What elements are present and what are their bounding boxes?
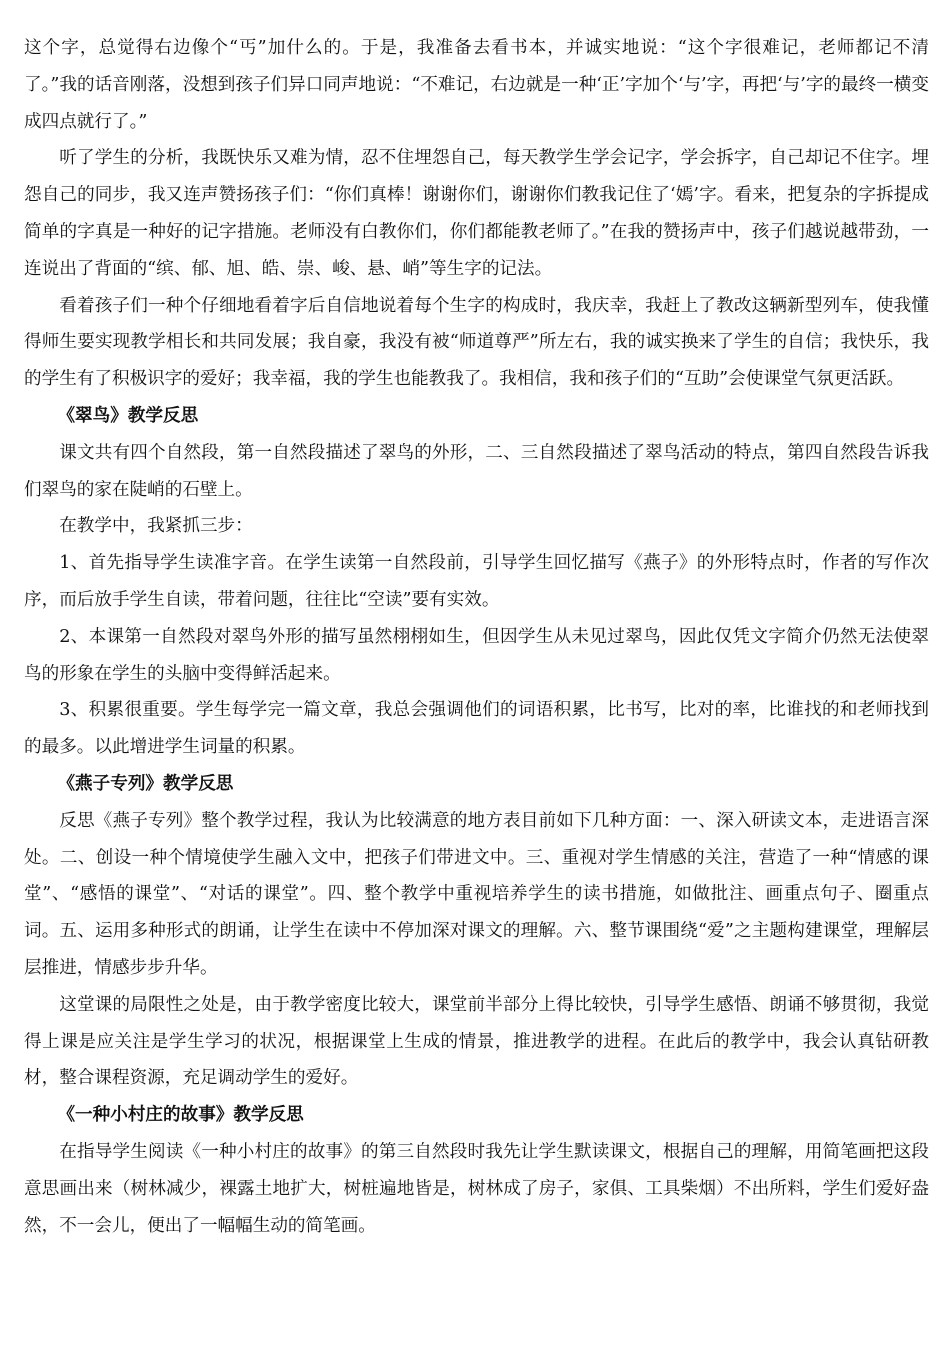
paragraph: 这堂课的局限性之处是，由于教学密度比较大，课堂前半部分上得比较快，引导学生感悟、朗诵不够贯彻，我觉得上课是应关注是学生学习的状况，根据课堂上生成的情景，推进教学的进程。在此后的教学中，我会认真钻研教材，整合课程资源，充足调动学生的爱好。 bbox=[24, 994, 929, 1089]
paragraph: 在指导学生阅读《一种小村庄的故事》的第三自然段时我先让学生默读课文，根据自己的理解，用简笔画把这段意思画出来（树林减少，裸露土地扩大，树桩遍地皆是，树林成了房子，家俱、工具柴烟）不出所料，学生们爱好盎然，不一会儿，便出了一幅幅生动的简笔画。 bbox=[24, 1141, 929, 1236]
section-heading-xiaocunzhuang: 《一种小村庄的故事》教学反思 bbox=[57, 1104, 304, 1126]
list-paragraph-3: 3、积累很重要。学生每学完一篇文章，我总会强调他们的词语积累，比书写，比对的率，比谁找的和老师找到的最多。以此增进学生词量的积累。 bbox=[24, 700, 929, 758]
paragraph: 在教学中，我紧抓三步： bbox=[59, 516, 253, 537]
paragraph-continuation: 这个字，总觉得右边像个“丐”加什么的。于是，我准备去看书本，并诚实地说：“这个字很难记，老师都记不清了。”我的话音刚落，没想到孩子们异口同声地说：“不难记，右边就是一种‘正’字加个‘与’字，再把‘与’字的最终一横变成四点就行了。” bbox=[24, 38, 929, 132]
section-heading-yanzi-zhuanlie: 《燕子专列》教学反思 bbox=[57, 772, 234, 794]
paragraph: 课文共有四个自然段，第一自然段描述了翠鸟的外形，二、三自然段描述了翠鸟活动的特点，第四自然段告诉我们翠鸟的家在陡峭的石壁上。 bbox=[24, 442, 929, 500]
paragraph: 听了学生的分析，我既快乐又难为情，忍不住埋怨自己，每天教学生学会记字，学会拆字，自己却记不住字。埋怨自己的同步，我又连声赞扬孩子们：“你们真棒！谢谢你们，谢谢你们教我记住了‘嫣’字。看来，把复杂的字拆提成简单的字真是一种好的记字措施。老师没有白教你们，你们都能教老师了。”在我的赞扬声中，孩子们越说越带劲，一连说出了背面的“缤、郁、旭、皓、崇、峻、悬、峭”等生字的记法。 bbox=[24, 148, 929, 279]
list-paragraph-1: 1、首先指导学生读准字音。在学生读第一自然段前，引导学生回忆描写《燕子》的外形特点时，作者的写作次序，而后放手学生自读，带着问题，往往比“空读”要有实效。 bbox=[24, 553, 929, 610]
document-page bbox=[24, 30, 929, 1244]
paragraph: 反思《燕子专列》整个教学过程，我认为比较满意的地方表目前如下几种方面：一、深入研读文本，走进语言深处。二、创设一种个情境使学生融入文中，把孩子们带进文中。三、重视对学生情感的关注，营造了一种“情感的课堂”、“感悟的课堂”、“对话的课堂”。四、整个教学中重视培养学生的读书措施，如做批注、画重点句子、圈重点词。五、运用多种形式的朗诵，让学生在读中不停加深对课文的理解。六、整节课围绕“爱”之主题构建课堂，理解层层推进，情感步步升华。 bbox=[24, 810, 929, 978]
section-heading-cuiniao: 《翠鸟》教学反思 bbox=[57, 404, 199, 426]
list-paragraph-2: 2、本课第一自然段对翠鸟外形的描写虽然栩栩如生，但因学生从未见过翠鸟，因此仅凭文字简介仍然无法使翠鸟的形象在学生的头脑中变得鲜活起来。 bbox=[24, 626, 929, 684]
paragraph: 看着孩子们一种个仔细地看着字后自信地说着每个生字的构成时，我庆幸，我赶上了教改这辆新型列车，使我懂得师生要实现教学相长和共同发展；我自豪，我没有被“师道尊严”所左右，我的诚实换来了学生的自信；我快乐，我的学生有了积极识字的爱好；我幸福，我的学生也能教我了。我相信，我和孩子们的“互助”会使课堂气氛更活跃。 bbox=[24, 295, 929, 390]
